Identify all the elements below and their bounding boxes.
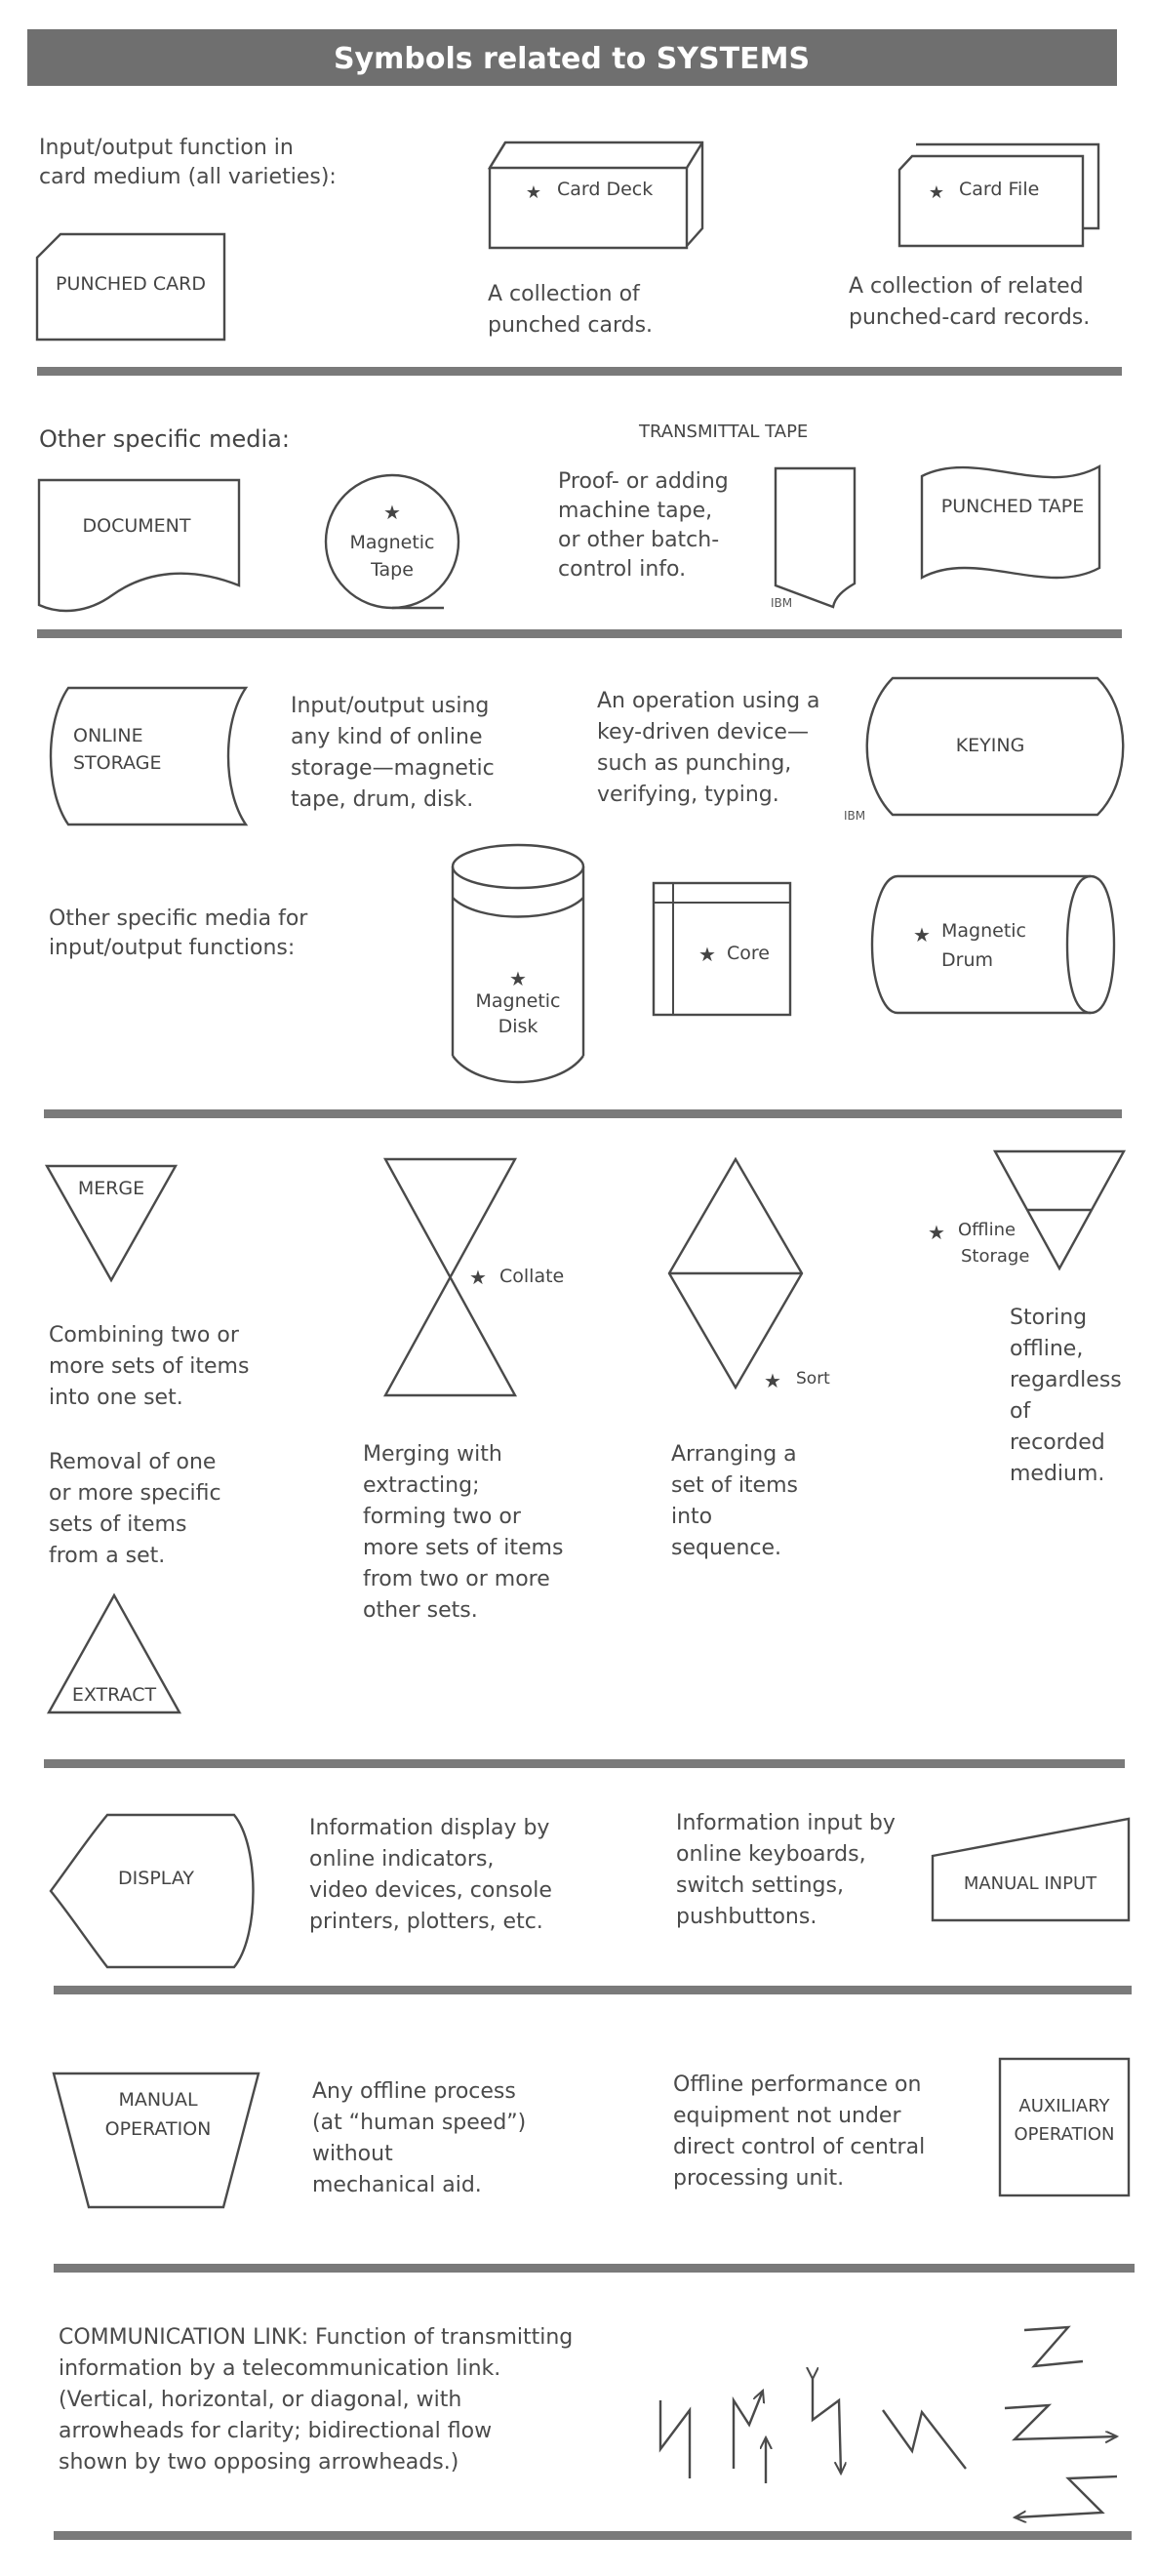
- comm-link-zigzag-2: [734, 2391, 763, 2469]
- offline-storage-symbol: [928, 1151, 1124, 1268]
- operations-section: [47, 1151, 1124, 1712]
- collate-star: ★: [469, 1266, 487, 1289]
- manual-input-symbol: [933, 1819, 1129, 1920]
- manual-operation-label-2: OPERATION: [104, 2118, 212, 2140]
- sort-star: ★: [764, 1369, 781, 1392]
- offline-storage-star: ★: [928, 1221, 945, 1244]
- keying-desc-2: key-driven device—: [597, 720, 809, 745]
- media-section: [39, 422, 1099, 611]
- sort-label: Sort: [796, 1369, 830, 1389]
- aux-desc-4: processing unit.: [673, 2166, 845, 2191]
- card-deck-desc-1: A collection of: [488, 282, 640, 306]
- comm-link-horizontal-1: [1024, 2327, 1083, 2366]
- manual-input-desc-4: pushbuttons.: [676, 1905, 817, 1929]
- card-intro-line-1: Input/output function in: [39, 136, 294, 160]
- keying-label: KEYING: [955, 735, 1025, 756]
- manual-desc-2: (at “human speed”): [312, 2111, 527, 2135]
- sort-desc-2: set of items: [671, 1473, 798, 1498]
- aux-desc-3: direct control of central: [673, 2135, 926, 2159]
- extract-label: EXTRACT: [71, 1684, 157, 1706]
- offline-desc-3: regardless: [1010, 1368, 1122, 1392]
- core-label: Core: [727, 943, 770, 964]
- divider-6: [54, 2264, 1135, 2273]
- manual-desc-3: without: [312, 2142, 393, 2166]
- offline-storage-label-2: Storage: [961, 1246, 1030, 1267]
- divider-7: [54, 2531, 1132, 2540]
- offline-desc-6: medium.: [1010, 1462, 1105, 1486]
- magnetic-disk-label-2: Disk: [498, 1016, 538, 1037]
- manual-operation-symbol: [54, 2073, 259, 2207]
- comm-link-diagonal: [883, 2410, 966, 2469]
- keying-ibm: IBM: [844, 809, 866, 823]
- offline-desc-4: of: [1010, 1399, 1031, 1424]
- keying-desc-1: An operation using a: [597, 689, 820, 713]
- merge-desc-2: more sets of items: [49, 1354, 250, 1379]
- extract-desc-4: from a set.: [49, 1544, 166, 1568]
- other-media-intro-1: Other specific media for: [49, 906, 308, 931]
- display-desc-4: printers, plotters, etc.: [309, 1910, 543, 1934]
- core-symbol: [654, 883, 790, 1015]
- auxiliary-operation-label-1: AUXILIARY: [1018, 2096, 1110, 2116]
- magnetic-tape-symbol: [326, 475, 458, 608]
- display-desc-1: Information display by: [309, 1816, 550, 1840]
- sort-symbol: [669, 1159, 830, 1392]
- online-desc-3: storage—magnetic: [291, 756, 495, 781]
- online-storage-label-2: STORAGE: [73, 752, 162, 774]
- divider-5: [54, 1986, 1132, 1994]
- comm-heading: COMMUNICATION LINK:: [59, 2325, 309, 2350]
- transmittal-ibm: IBM: [771, 596, 793, 610]
- punched-tape-symbol: [922, 466, 1099, 578]
- merge-label: MERGE: [77, 1178, 145, 1199]
- magnetic-tape-label-2: Tape: [371, 559, 414, 581]
- manual-desc-4: mechanical aid.: [312, 2173, 482, 2197]
- online-storage-label-1: ONLINE: [73, 725, 143, 746]
- collate-desc-5: from two or more: [363, 1567, 550, 1591]
- transmittal-tape-title: TRANSMITTAL TAPE: [639, 422, 809, 442]
- extract-symbol: [49, 1595, 179, 1712]
- manual-input-label: MANUAL INPUT: [963, 1873, 1097, 1894]
- manual-operation-label-1: MANUAL: [118, 2089, 198, 2111]
- magnetic-tape-star: ★: [383, 501, 401, 524]
- manual-desc-1: Any offline process: [312, 2079, 516, 2104]
- online-desc-4: tape, drum, disk.: [291, 787, 474, 812]
- card-file-desc-2: punched-card records.: [849, 305, 1091, 330]
- transmittal-desc-4: control info.: [558, 557, 687, 582]
- offline-desc-2: offline,: [1010, 1337, 1084, 1361]
- display-label: DISPLAY: [118, 1868, 194, 1889]
- card-deck-label: Card Deck: [557, 179, 654, 200]
- document-label: DOCUMENT: [82, 515, 191, 537]
- comm-desc-2: (Vertical, horizontal, or diagonal, with: [59, 2388, 462, 2412]
- core-star: ★: [698, 943, 716, 966]
- offline-storage-label-1: Offline: [958, 1220, 1016, 1240]
- card-file-desc-1: A collection of related: [849, 274, 1084, 299]
- collate-symbol: [385, 1159, 564, 1395]
- card-file-star: ★: [928, 182, 945, 203]
- offline-desc-5: recorded: [1010, 1430, 1105, 1455]
- sort-desc-1: Arranging a: [671, 1442, 797, 1467]
- aux-desc-1: Offline performance on: [673, 2073, 922, 2097]
- sort-desc-4: sequence.: [671, 1536, 782, 1560]
- communication-link-symbols: [660, 2327, 1117, 2517]
- collate-desc-2: extracting;: [363, 1473, 480, 1498]
- merge-desc-3: into one set.: [49, 1386, 183, 1410]
- online-storage-symbol: [51, 688, 246, 825]
- sort-desc-3: into: [671, 1505, 713, 1529]
- comm-link-zigzag-3: [813, 2379, 841, 2474]
- online-desc-2: any kind of online: [291, 725, 483, 749]
- divider-1: [37, 367, 1122, 376]
- comm-link-zigzag-1: [660, 2400, 690, 2478]
- aux-desc-2: equipment not under: [673, 2104, 901, 2128]
- keying-symbol: [867, 678, 1124, 815]
- merge-desc-1: Combining two or: [49, 1323, 239, 1348]
- comm-desc-1: information by a telecommunication link.: [59, 2356, 501, 2381]
- card-file-symbol: [899, 144, 1098, 246]
- extract-desc-2: or more specific: [49, 1481, 221, 1506]
- collate-desc-3: forming two or: [363, 1505, 521, 1529]
- card-deck-star: ★: [525, 182, 542, 203]
- keying-desc-4: verifying, typing.: [597, 783, 779, 807]
- collate-desc-4: more sets of items: [363, 1536, 564, 1560]
- display-symbol: [51, 1815, 254, 1967]
- offline-desc-1: Storing: [1010, 1306, 1088, 1330]
- comm-link-horizontal-2: [1005, 2405, 1117, 2439]
- card-intro-line-2: card medium (all varieties):: [39, 165, 337, 189]
- auxiliary-operation-symbol: [1000, 2059, 1129, 2195]
- collate-label: Collate: [499, 1266, 565, 1287]
- punched-card-label: PUNCHED CARD: [56, 273, 206, 295]
- auxiliary-operation-label-2: OPERATION: [1014, 2124, 1115, 2145]
- manual-input-desc-1: Information input by: [676, 1811, 896, 1835]
- transmittal-desc-2: machine tape,: [558, 499, 713, 523]
- magnetic-drum-star: ★: [913, 923, 931, 946]
- card-section: [37, 136, 1098, 340]
- punched-card-symbol: [37, 234, 224, 340]
- collate-desc-6: other sets.: [363, 1598, 478, 1623]
- display-section: [51, 1811, 1129, 1967]
- comm-link-horizontal-3: [1015, 2476, 1117, 2517]
- card-deck-symbol: [490, 142, 702, 248]
- online-desc-1: Input/output using: [291, 694, 490, 718]
- page-title: Symbols related to SYSTEMS: [333, 42, 811, 76]
- comm-line-1: [59, 2325, 573, 2350]
- divider-4: [44, 1759, 1125, 1768]
- punched-tape-label: PUNCHED TAPE: [940, 496, 1085, 517]
- keying-desc-3: such as punching,: [597, 751, 792, 776]
- magnetic-drum-label-2: Drum: [941, 949, 993, 971]
- magnetic-drum-symbol: [872, 876, 1114, 1013]
- comm-desc-3: arrowheads for clarity; bidirectional flow: [59, 2419, 493, 2443]
- comm-line1-rest: Function of transmitting: [308, 2325, 574, 2350]
- display-desc-2: online indicators,: [309, 1847, 495, 1872]
- extract-desc-3: sets of items: [49, 1512, 187, 1537]
- magnetic-disk-label-1: Magnetic: [475, 990, 561, 1012]
- title-banner: [27, 29, 1117, 86]
- media-intro: Other specific media:: [39, 425, 290, 453]
- communication-section: [59, 2325, 1117, 2517]
- card-deck-desc-2: punched cards.: [488, 313, 654, 338]
- collate-desc-1: Merging with: [363, 1442, 502, 1467]
- other-media-intro-2: input/output functions:: [49, 936, 296, 960]
- manual-section: [54, 2059, 1129, 2207]
- manual-input-desc-3: switch settings,: [676, 1873, 844, 1898]
- document-symbol: [39, 480, 239, 611]
- transmittal-tape-symbol: [771, 468, 855, 610]
- magnetic-drum-label-1: Magnetic: [941, 920, 1027, 942]
- magnetic-tape-label-1: Magnetic: [349, 532, 435, 553]
- card-file-label: Card File: [959, 179, 1040, 200]
- divider-3: [44, 1109, 1122, 1118]
- storage-section: [49, 678, 1123, 1082]
- merge-symbol: [47, 1166, 176, 1280]
- manual-input-desc-2: online keyboards,: [676, 1842, 866, 1867]
- display-desc-3: video devices, console: [309, 1878, 552, 1903]
- divider-2: [37, 629, 1122, 638]
- magnetic-disk-star: ★: [509, 967, 527, 990]
- extract-desc-1: Removal of one: [49, 1450, 217, 1474]
- comm-desc-4: shown by two opposing arrowheads.): [59, 2450, 459, 2475]
- transmittal-desc-1: Proof- or adding: [558, 469, 729, 494]
- transmittal-desc-3: or other batch-: [558, 528, 720, 552]
- magnetic-disk-symbol: [453, 845, 583, 1082]
